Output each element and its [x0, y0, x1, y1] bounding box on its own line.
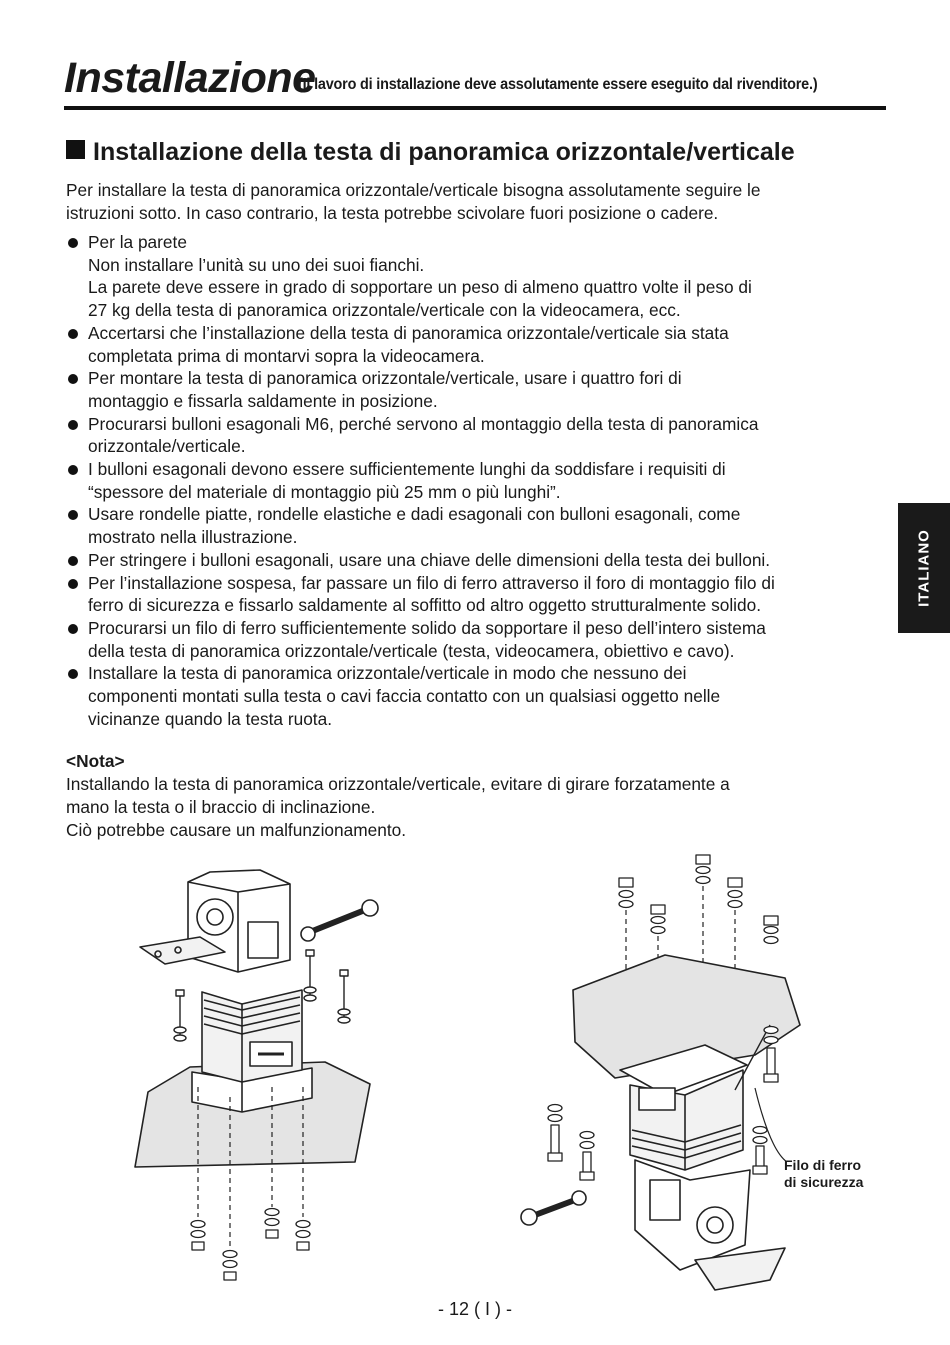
list-item — [66, 662, 888, 730]
list-item-text: 27 kg della testa di panoramica orizzontale/verticale con la videocamera, ecc. — [88, 300, 681, 321]
list-item-text: componenti montati sulla testa o cavi faccia contatto con un qualsiasi oggetto nelle — [88, 686, 721, 707]
list-item — [66, 572, 888, 617]
square-bullet-icon — [66, 140, 85, 159]
list-item-text: vicinanze quando la testa ruota. — [88, 708, 333, 729]
bullet-icon — [68, 556, 78, 566]
list-item-text: Accertarsi che l’installazione della testa di panoramica orizzontale/verticale sia stata — [88, 322, 729, 343]
list-item — [66, 458, 888, 503]
list-item-text: Procurarsi bulloni esagonali M6, perché servono al montaggio della testa di panoramica — [88, 413, 759, 434]
suspended-installation-illustration — [515, 850, 815, 1300]
bullet-icon — [68, 238, 78, 248]
list-item-text: Procurarsi un filo di ferro sufficientemente solido da sopportare il peso dell’intero sistema — [88, 617, 766, 638]
safety-wire-label-line: di sicurezza — [784, 1174, 864, 1190]
list-item — [66, 367, 888, 412]
list-item — [66, 231, 888, 322]
list-item-text: Usare rondelle piatte, rondelle elastiche e dadi esagonali con bulloni esagonali, come — [88, 504, 741, 525]
list-item — [66, 322, 888, 367]
safety-wire-label — [784, 1157, 863, 1191]
list-item-text: montaggio e fissarla saldamente in posizione. — [88, 390, 438, 411]
list-item-text: ferro di sicurezza e fissarlo saldamente al soffitto od altro oggetto strutturalmente solido. — [88, 595, 762, 616]
list-item-text: della testa di panoramica orizzontale/verticale (testa, videocamera, obiettivo e cavo). — [88, 640, 735, 661]
instruction-list — [66, 231, 888, 730]
bullet-icon — [68, 669, 78, 679]
section-heading — [66, 139, 795, 167]
intro-line: Per installare la testa di panoramica orizzontale/verticale bisogna assolutamente seguire le — [66, 180, 761, 200]
list-item — [66, 549, 888, 572]
list-item-text: Non installare l’unità su uno dei suoi fianchi. — [88, 254, 425, 275]
intro-paragraph — [66, 179, 888, 225]
bullet-icon — [68, 510, 78, 520]
list-item-text: I bulloni esagonali devono essere sufficientemente lunghi da soddisfare i requisiti di — [88, 459, 726, 480]
list-item-text: La parete deve essere in grado di sopportare un peso di almeno quattro volte il peso di — [88, 277, 752, 298]
list-item-text: orizzontale/verticale. — [88, 436, 246, 457]
list-item — [66, 617, 888, 662]
language-tab — [898, 503, 950, 633]
list-item-text: Per l’installazione sospesa, far passare un filo di ferro attraverso il foro di montaggio filo di — [88, 572, 775, 593]
page-header — [64, 52, 886, 110]
list-item-text: Installare la testa di panoramica orizzontale/verticale in modo che nessuno dei — [88, 663, 687, 684]
note-line: Installando la testa di panoramica orizzontale/verticale, evitare di girare forzatamente a — [66, 774, 730, 794]
safety-wire-label-line: Filo di ferro — [784, 1157, 861, 1173]
list-item-text: Per montare la testa di panoramica orizzontale/verticale, usare i quattro fori di — [88, 368, 682, 389]
list-item — [66, 413, 888, 458]
bullet-icon — [68, 420, 78, 430]
note-block — [66, 750, 888, 842]
bullet-icon — [68, 329, 78, 339]
list-item-text: completata prima di montarvi sopra la videocamera. — [88, 345, 485, 366]
upright-installation-illustration — [130, 862, 380, 1292]
list-item-text: Per stringere i bulloni esagonali, usare una chiave delle dimensioni della testa dei bulloni. — [88, 549, 771, 570]
language-tab-label: ITALIANO — [915, 529, 933, 607]
note-title: <Nota> — [66, 751, 125, 771]
list-item-text: Per la parete — [88, 232, 187, 252]
list-item — [66, 503, 888, 548]
page-number: - 12 ( I ) - — [437, 1299, 512, 1319]
page-title: Installazione — [64, 54, 316, 102]
section-heading-text: Installazione della testa di panoramica orizzontale/verticale — [93, 138, 795, 166]
note-line: mano la testa o il braccio di inclinazione. — [66, 797, 376, 817]
bullet-icon — [68, 624, 78, 634]
bullet-icon — [68, 374, 78, 384]
page-subtitle: (Il lavoro di installazione deve assolutamente essere eseguito dal rivenditore.) — [298, 76, 818, 93]
list-item-text: mostrato nella illustrazione. — [88, 527, 298, 548]
bullet-icon — [68, 579, 78, 589]
intro-line: istruzioni sotto. In caso contrario, la testa potrebbe scivolare fuori posizione o cadere. — [66, 203, 719, 223]
list-item-text: “spessore del materiale di montaggio più 25 mm o più lunghi”. — [88, 481, 561, 502]
bullet-icon — [68, 465, 78, 475]
note-line: Ciò potrebbe causare un malfunzionamento. — [66, 820, 407, 840]
